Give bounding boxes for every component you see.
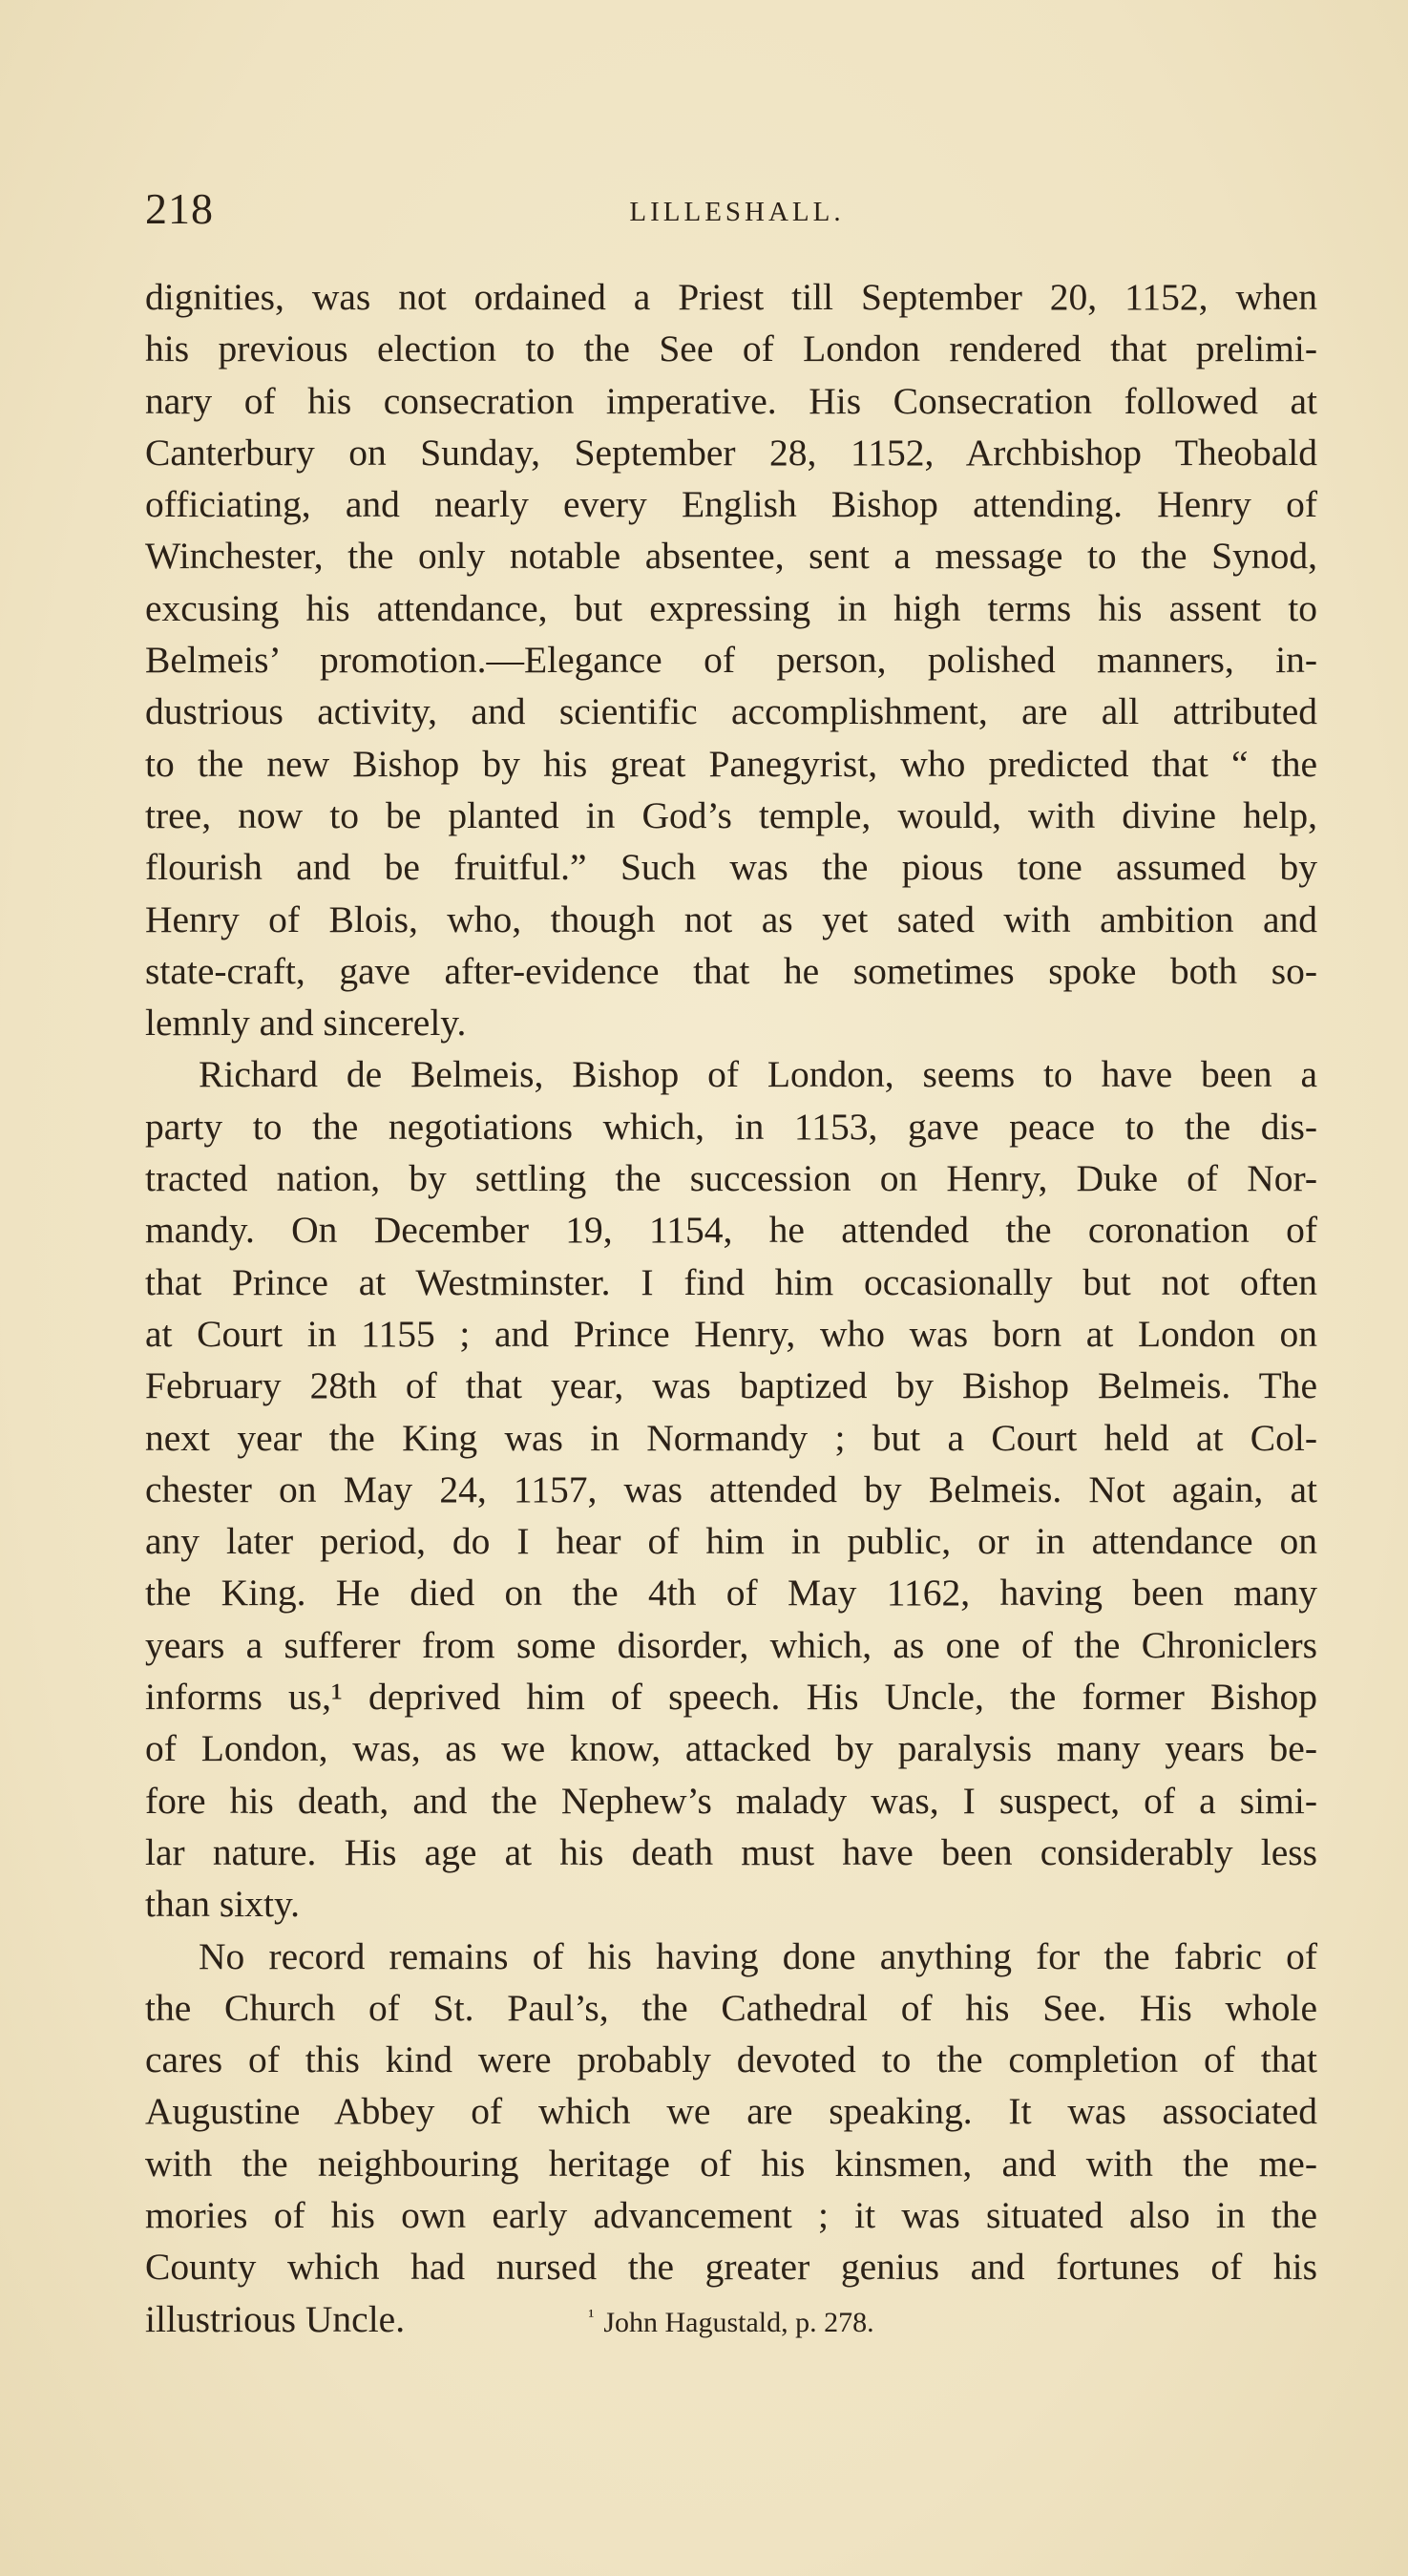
paragraph-3 (145, 1931, 1317, 2345)
text-line: his previous election to the See of London rendered that prelimi- (145, 327, 1317, 370)
text-line: mories of his own early advancement ; it was situated also in the (145, 2193, 1317, 2236)
paragraph-1 (145, 271, 1317, 1048)
text-line: illustrious Uncle. (145, 2297, 406, 2340)
text-line: mandy. On December 19, 1154, he attended the coronation of (145, 1209, 1317, 1252)
text-line: chester on May 24, 1157, was attended by Belmeis. Not again, at (145, 1467, 1317, 1510)
text-line: dustrious activity, and scientific accomplishment, are all attributed (145, 690, 1317, 733)
text-line: County which had nursed the greater genius and fortunes of his (145, 2246, 1317, 2289)
text-line: next year the King was in Normandy ; but a Court held at Col- (145, 1416, 1317, 1459)
text-line: dignities, was not ordained a Priest till September 20, 1152, when (145, 276, 1317, 318)
footnote (145, 2306, 1317, 2339)
text-line: officiating, and nearly every English Bishop attending. Henry of (145, 483, 1317, 526)
text-line: state-craft, gave after-evidence that he sometimes spoke both so- (145, 949, 1317, 992)
text-line: to the new Bishop by his great Panegyrist, who predicted that “ the (145, 742, 1317, 785)
text-line: any later period, do I hear of him in public, or in attendance on (145, 1520, 1317, 1563)
page-number: 218 (145, 184, 214, 233)
text-line: tracted nation, by settling the succession on Henry, Duke of Nor- (145, 1157, 1317, 1200)
text-line: tree, now to be planted in God’s temple, would, with divine help, (145, 793, 1317, 836)
text-line: Richard de Belmeis, Bishop of London, seems to have been a (199, 1053, 1317, 1096)
text-line: fore his death, and the Nephew’s malady was, I suspect, of a simi- (145, 1779, 1317, 1822)
text-line: the King. He died on the 4th of May 1162, having been many (145, 1572, 1317, 1615)
footnote-marker: ¹ (588, 2306, 595, 2327)
text-line: of London, was, as we know, attacked by paralysis many years be- (145, 1727, 1317, 1770)
text-line: that Prince at Westminster. I find him occasionally but not often (145, 1260, 1317, 1303)
text-line: excusing his attendance, but expressing in high terms his assent to (145, 586, 1317, 629)
text-line: lar nature. His age at his death must have been considerably less (145, 1830, 1317, 1873)
text-line: at Court in 1155 ; and Prince Henry, who was born at London on (145, 1312, 1317, 1355)
paragraph-2 (145, 1048, 1317, 1930)
text-line: No record remains of his having done anything for the fabric of (199, 1934, 1317, 1977)
text-line: lemnly and sincerely. (145, 1002, 467, 1045)
text-line: Winchester, the only notable absentee, sent a message to the Synod, (145, 535, 1317, 578)
running-title: LILLESHALL. (629, 197, 845, 227)
text-line: February 28th of that year, was baptized by Bishop Belmeis. The (145, 1364, 1317, 1407)
text-line: Canterbury on Sunday, September 28, 1152, Archbishop Theobald (145, 431, 1317, 474)
text-line: than sixty. (145, 1883, 301, 1926)
text-line: informs us,¹ deprived him of speech. His Uncle, the former Bishop (145, 1676, 1317, 1719)
text-line: Henry of Blois, who, though not as yet sated with ambition and (145, 897, 1317, 940)
body-text (145, 271, 1317, 2345)
footnote-text: John Hagustald, p. 278. (603, 2307, 874, 2338)
text-line: cares of this kind were probably devoted to the completion of that (145, 2038, 1317, 2081)
text-line: Augustine Abbey of which we are speaking. It was associated (145, 2090, 1317, 2133)
text-line: Belmeis’ promotion.—Elegance of person, polished manners, in- (145, 639, 1317, 682)
text-line: years a sufferer from some disorder, which, as one of the Chroniclers (145, 1623, 1317, 1666)
text-line: flourish and be fruitful.” Such was the pious tone assumed by (145, 846, 1317, 889)
text-line: party to the negotiations which, in 1153, gave peace to the dis- (145, 1105, 1317, 1148)
text-line: the Church of St. Paul’s, the Cathedral of his See. His whole (145, 1986, 1317, 2029)
page-header (145, 183, 1329, 241)
text-line: nary of his consecration imperative. His Consecration followed at (145, 379, 1317, 422)
text-line: with the neighbouring heritage of his kinsmen, and with the me- (145, 2142, 1317, 2185)
